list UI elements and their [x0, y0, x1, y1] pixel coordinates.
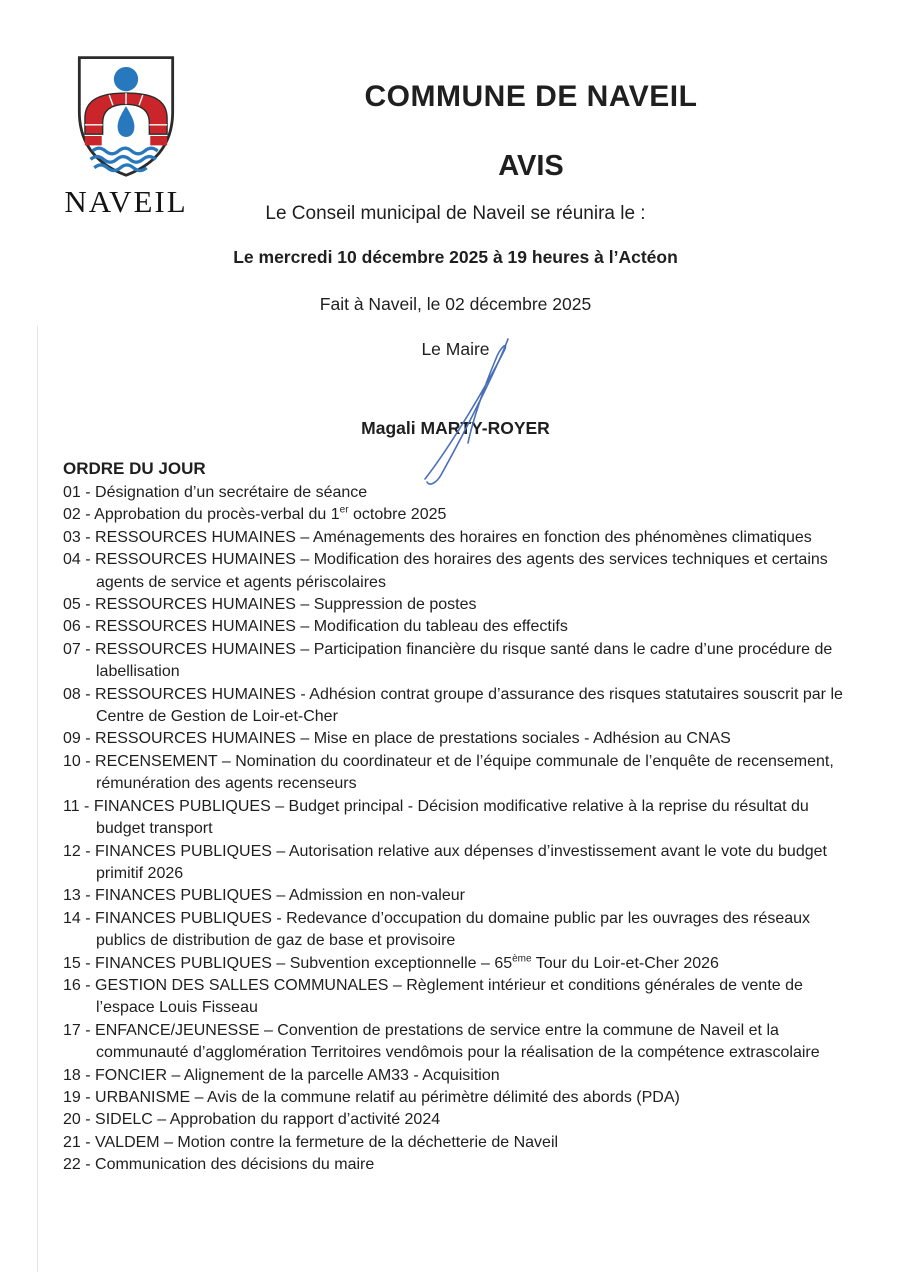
agenda-item-text: VALDEM – Motion contre la fermeture de la déchetterie de Naveil	[95, 1133, 559, 1151]
agenda-item	[63, 1154, 843, 1176]
agenda-item-number: 01 -	[63, 484, 96, 501]
agenda-item-number: 21 -	[63, 1133, 96, 1151]
agenda-item-text: RESSOURCES HUMAINES – Aménagements des horaires en fonction des phénomènes climatiques	[95, 528, 812, 546]
agenda-item-number: 14 -	[63, 909, 96, 927]
agenda-item-text: FINANCES PUBLIQUES - Redevance d’occupation du domaine public par les ouvrages des réseaux publics de distribution de gaz de base et provisoire	[95, 909, 811, 950]
signer-name: Magali MARTY-ROYER	[361, 418, 550, 438]
agenda-item-superscript: ème	[512, 953, 532, 965]
agenda-item-number: 13 -	[63, 887, 96, 905]
agenda-item	[63, 684, 843, 729]
agenda-item	[63, 616, 843, 638]
agenda-item	[63, 482, 843, 504]
agenda-section	[63, 459, 843, 1177]
agenda-item	[63, 1065, 843, 1087]
agenda-item-text: SIDELC – Approbation du rapport d’activité 2024	[95, 1111, 441, 1129]
agenda-item-number: 06 -	[63, 618, 96, 636]
title-block	[163, 0, 899, 183]
agenda-item	[63, 796, 843, 841]
agenda-item-number: 18 -	[63, 1066, 96, 1084]
agenda-item-text: RESSOURCES HUMAINES – Participation financière du risque santé dans le cadre d’une procédure de labellisation	[95, 640, 833, 681]
agenda-item-number: 05 -	[63, 596, 96, 614]
agenda-item-number: 07 -	[63, 640, 96, 658]
agenda-item	[63, 639, 843, 684]
agenda-item-text: octobre 2025	[348, 506, 447, 524]
agenda-item-number: 09 -	[63, 730, 96, 748]
agenda-item-number: 12 -	[63, 842, 96, 860]
logo-wordmark: NAVEIL	[64, 184, 188, 219]
agenda-item	[63, 549, 843, 594]
agenda-item	[63, 751, 843, 796]
agenda-item-number: 17 -	[63, 1021, 96, 1039]
document-type: AVIS	[498, 150, 564, 182]
agenda-item	[63, 504, 843, 526]
agenda-item-number: 19 -	[63, 1088, 96, 1106]
agenda-item	[63, 1109, 843, 1131]
agenda-item-text: FONCIER – Alignement de la parcelle AM33 - Acquisition	[95, 1066, 500, 1084]
dateline: Fait à Naveil, le 02 décembre 2025	[319, 294, 592, 314]
agenda-item-number: 08 -	[63, 685, 96, 703]
agenda-item-text: ENFANCE/JEUNESSE – Convention de prestations de service entre la commune de Naveil et la communauté d’agglomération Territoires vendômois pour la réalisation de la compétence extrascolaire	[95, 1021, 820, 1062]
agenda-item-text: RESSOURCES HUMAINES – Mise en place de prestations sociales - Adhésion au CNAS	[95, 730, 731, 748]
sun-disc	[114, 67, 138, 91]
agenda-item-number: 11 -	[63, 797, 94, 815]
agenda-item	[63, 527, 843, 549]
agenda-item	[63, 953, 843, 975]
agenda-item-text: Tour du Loir-et-Cher 2026	[531, 954, 719, 972]
agenda-item-superscript: er	[339, 505, 349, 517]
meeting-date-line: Le mercredi 10 décembre 2025 à 19 heures à l’Actéon	[233, 247, 678, 267]
agenda-item-number: 03 -	[63, 528, 96, 546]
intro-line: Le Conseil municipal de Naveil se réunira le :	[265, 203, 646, 224]
agenda-item-text: GESTION DES SALLES COMMUNALES – Règlement intérieur et conditions générales de vente de l’espace Louis Fisseau	[95, 976, 803, 1017]
coat-of-arms-icon	[70, 50, 182, 181]
agenda-item-number: 16 -	[63, 976, 96, 994]
agenda-item-text: FINANCES PUBLIQUES – Subvention exceptionnelle – 65	[95, 954, 513, 972]
agenda-item-text: RESSOURCES HUMAINES – Modification du tableau des effectifs	[95, 618, 568, 636]
agenda-item-text: Approbation du procès-verbal du 1	[94, 506, 340, 524]
notice-body	[12, 203, 899, 439]
agenda-heading: ORDRE DU JOUR	[63, 459, 206, 478]
document-title: COMMUNE DE NAVEIL	[364, 80, 698, 113]
agenda-item	[63, 975, 843, 1020]
agenda-item-text: RECENSEMENT – Nomination du coordinateur et de l’équipe communale de l’enquête de recensement, rémunération des agents recenseurs	[95, 752, 834, 793]
agenda-item-text: URBANISME – Avis de la commune relatif au périmètre délimité des abords (PDA)	[95, 1088, 680, 1106]
agenda-item-text: Désignation d’un secrétaire de séance	[95, 484, 368, 501]
agenda-item-number: 02 -	[63, 506, 95, 524]
agenda-item-number: 20 -	[63, 1111, 96, 1129]
agenda-item	[63, 841, 843, 886]
agenda-item	[63, 885, 843, 907]
agenda-item-text: RESSOURCES HUMAINES – Suppression de postes	[95, 596, 477, 614]
commune-logo	[56, 50, 196, 220]
agenda-item-text: FINANCES PUBLIQUES – Autorisation relative aux dépenses d’investissement avant le vote du budget primitif 2026	[95, 842, 827, 882]
agenda-item	[63, 594, 843, 616]
agenda-item-text: Communication des décisions du maire	[95, 1156, 375, 1174]
agenda-item-number: 10 -	[63, 752, 96, 770]
agenda-item-text: FINANCES PUBLIQUES – Admission en non-valeur	[95, 887, 465, 905]
agenda-item-number: 22 -	[63, 1156, 96, 1174]
scan-artifact-line	[37, 326, 38, 1272]
agenda-item-number: 15 -	[63, 954, 96, 972]
agenda-list	[63, 482, 843, 1177]
agenda-item-number: 04 -	[63, 551, 96, 569]
agenda-item	[63, 908, 843, 953]
agenda-item	[63, 1087, 843, 1109]
agenda-item	[63, 1020, 843, 1065]
signer-role: Le Maire	[421, 339, 490, 359]
agenda-item-text: FINANCES PUBLIQUES – Budget principal - Décision modificative relative à la reprise du résultat du budget transport	[93, 797, 809, 838]
agenda-item-text: RESSOURCES HUMAINES - Adhésion contrat groupe d’assurance des risques statutaires souscrit par le Centre de Gestion de Loir-et-Cher	[95, 685, 843, 726]
agenda-item	[63, 1132, 843, 1154]
agenda-item	[63, 728, 843, 750]
agenda-item-text: RESSOURCES HUMAINES – Modification des horaires des agents des services techniques et certains agents de service et agents périscolaires	[95, 551, 828, 591]
